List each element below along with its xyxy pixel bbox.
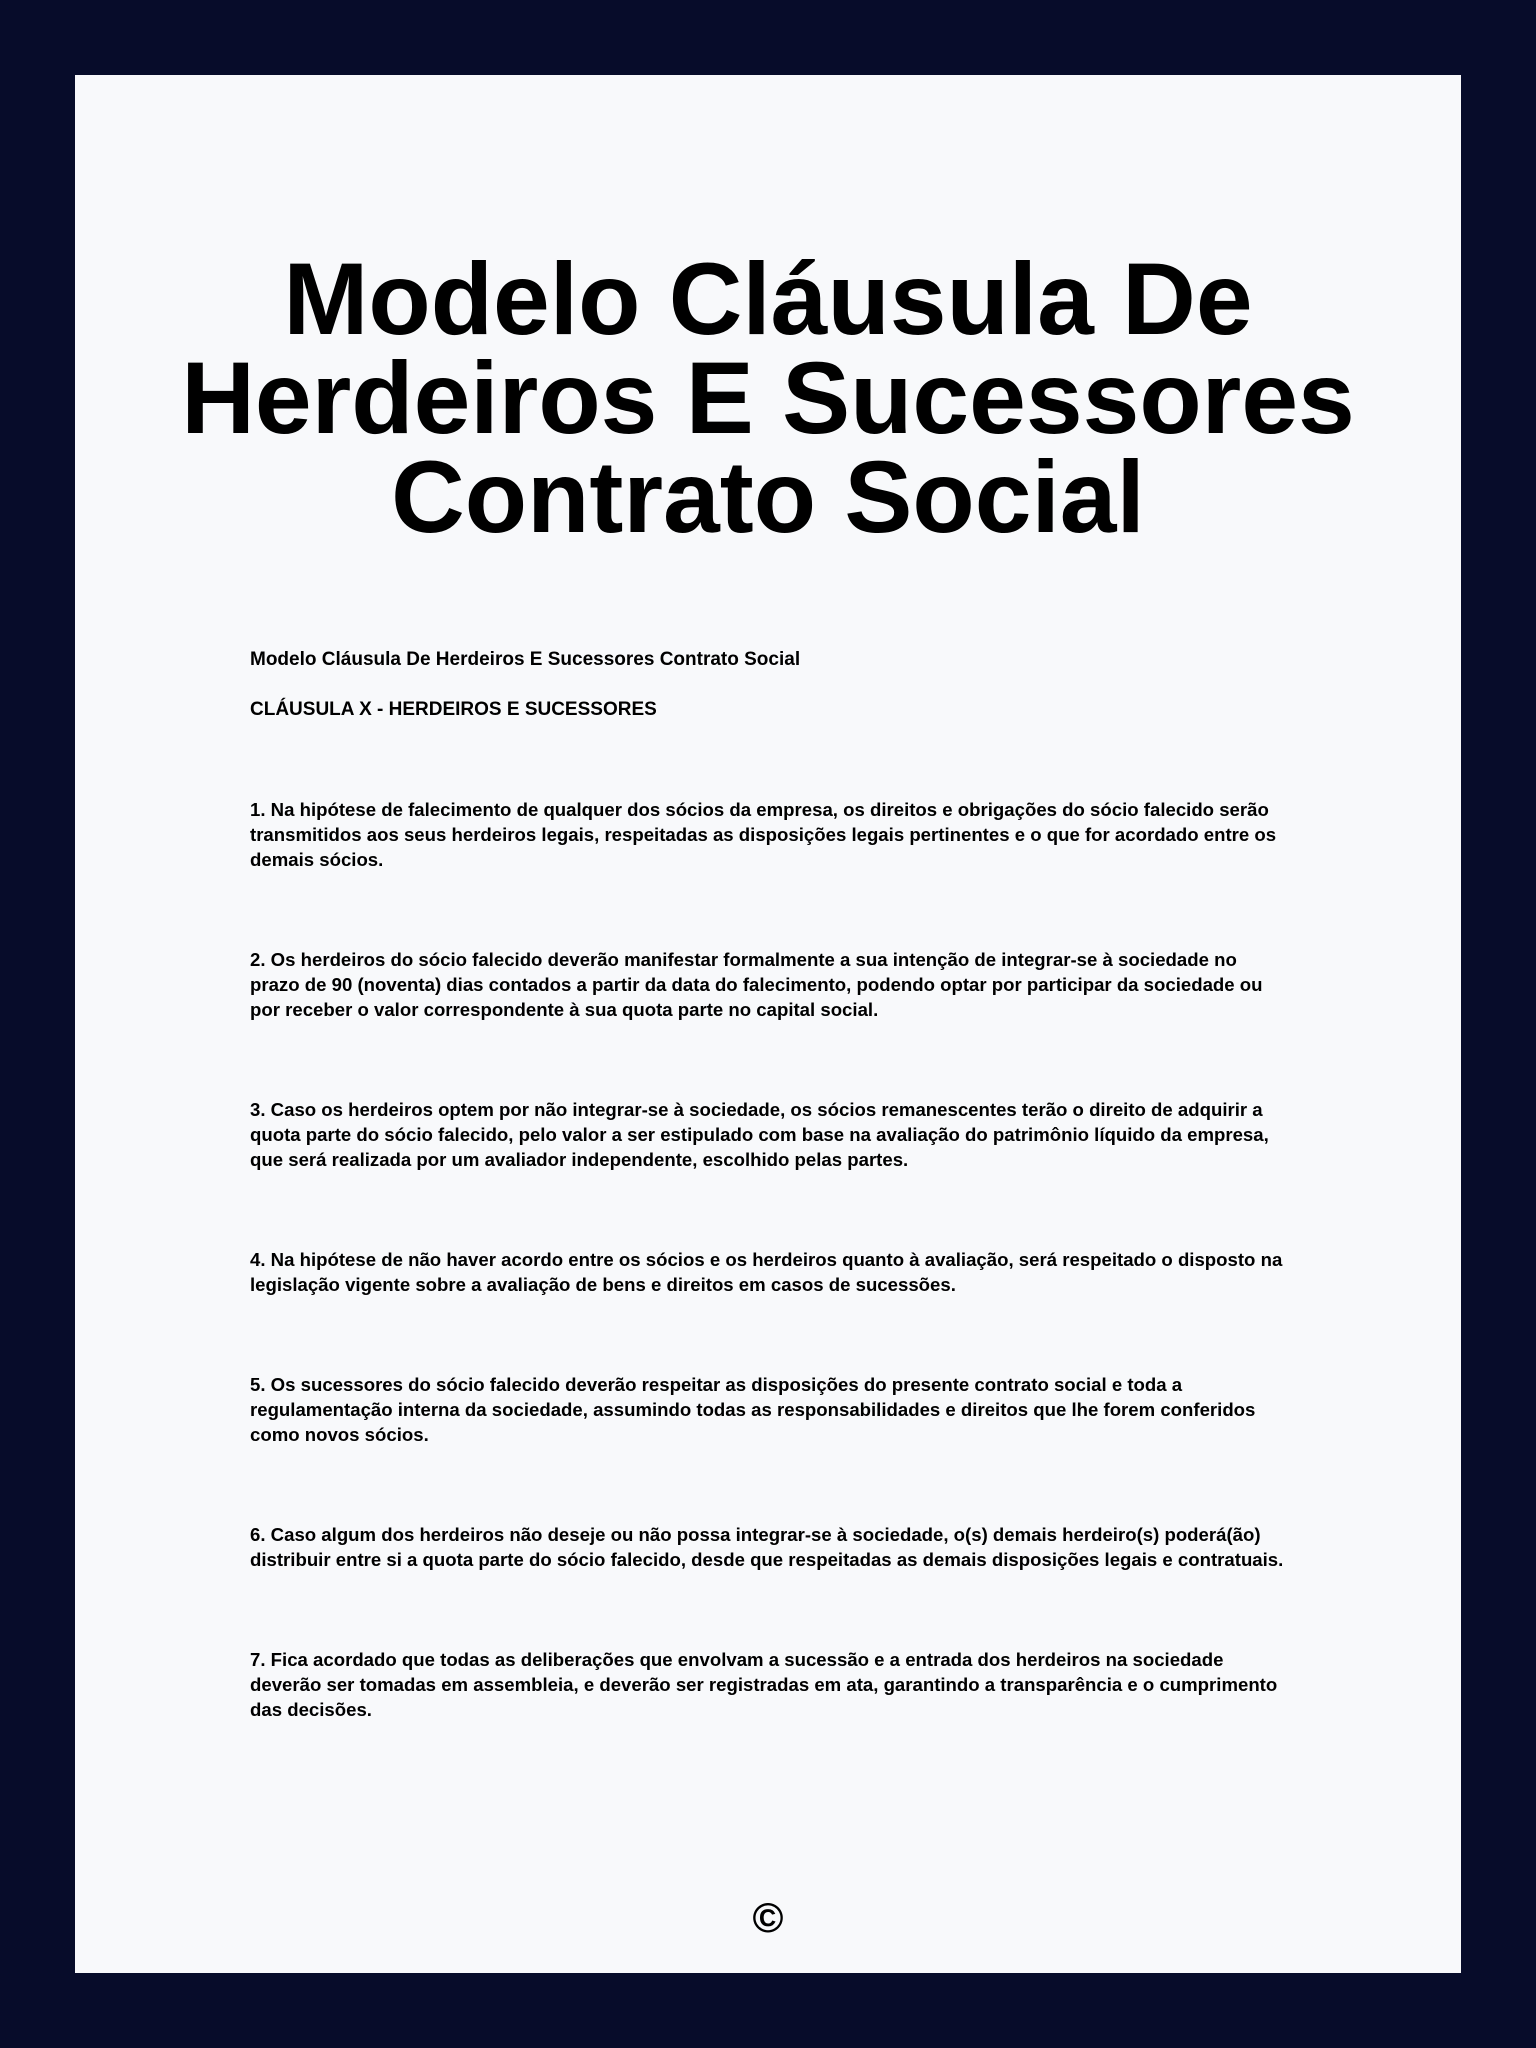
clause-heading: CLÁUSULA X - HERDEIROS E SUCESSORES <box>250 699 657 720</box>
copyright-icon: © <box>752 1894 784 1941</box>
clause-item-7: 7. Fica acordado que todas as deliberações que envolvam a sucessão e a entrada dos herdeiros na sociedade deverão ser tomadas em assembleia, e deverão ser registradas em ata, garantindo a transparência e o cumprimento das decisões. <box>250 1649 1278 1720</box>
clause-item-2: 2. Os herdeiros do sócio falecido deverão manifestar formalmente a sua intenção de integrar-se à sociedade no prazo de 90 (noventa) dias contados a partir da data do falecimento, podendo optar por participar da sociedade ou por receber o valor correspondente à sua quota parte no capital social. <box>250 949 1263 1020</box>
document-sheet <box>75 75 1461 1973</box>
clause-item-6: 6. Caso algum dos herdeiros não deseje ou não possa integrar-se à sociedade, o(s) demais herdeiro(s) poderá(ão) distribuir entre si a quota parte do sócio falecido, desde que respeitadas as demais disposições legais e contratuais. <box>250 1524 1284 1570</box>
clause-item-1: 1. Na hipótese de falecimento de qualquer dos sócios da empresa, os direitos e obrigações do sócio falecido serão transmitidos aos seus herdeiros legais, respeitadas as disposições legais pertinentes e o que for acordado entre os demais sócios. <box>250 799 1277 870</box>
document-subtitle: Modelo Cláusula De Herdeiros E Sucessores Contrato Social <box>250 649 801 670</box>
document-body <box>250 647 1290 1797</box>
page-title: Modelo Cláusula De Herdeiros E Sucessores Contrato Social <box>181 242 1355 554</box>
clause-list <box>250 797 1290 1722</box>
clause-item-5: 5. Os sucessores do sócio falecido deverão respeitar as disposições do presente contrato social e toda a regulamentação interna da sociedade, assumindo todas as responsabilidades e direitos que lhe forem conferidos como novos sócios. <box>250 1374 1256 1445</box>
clause-item-3: 3. Caso os herdeiros optem por não integrar-se à sociedade, os sócios remanescentes terão o direito de adquirir a quota parte do sócio falecido, pelo valor a ser estipulado com base na avaliação do patrimônio líquido da empresa, que será realizada por um avaliador independente, escolhido pelas partes. <box>250 1099 1269 1170</box>
clause-item-4: 4. Na hipótese de não haver acordo entre os sócios e os herdeiros quanto à avaliação, será respeitado o disposto na legislação vigente sobre a avaliação de bens e direitos em casos de sucessões. <box>250 1249 1283 1295</box>
